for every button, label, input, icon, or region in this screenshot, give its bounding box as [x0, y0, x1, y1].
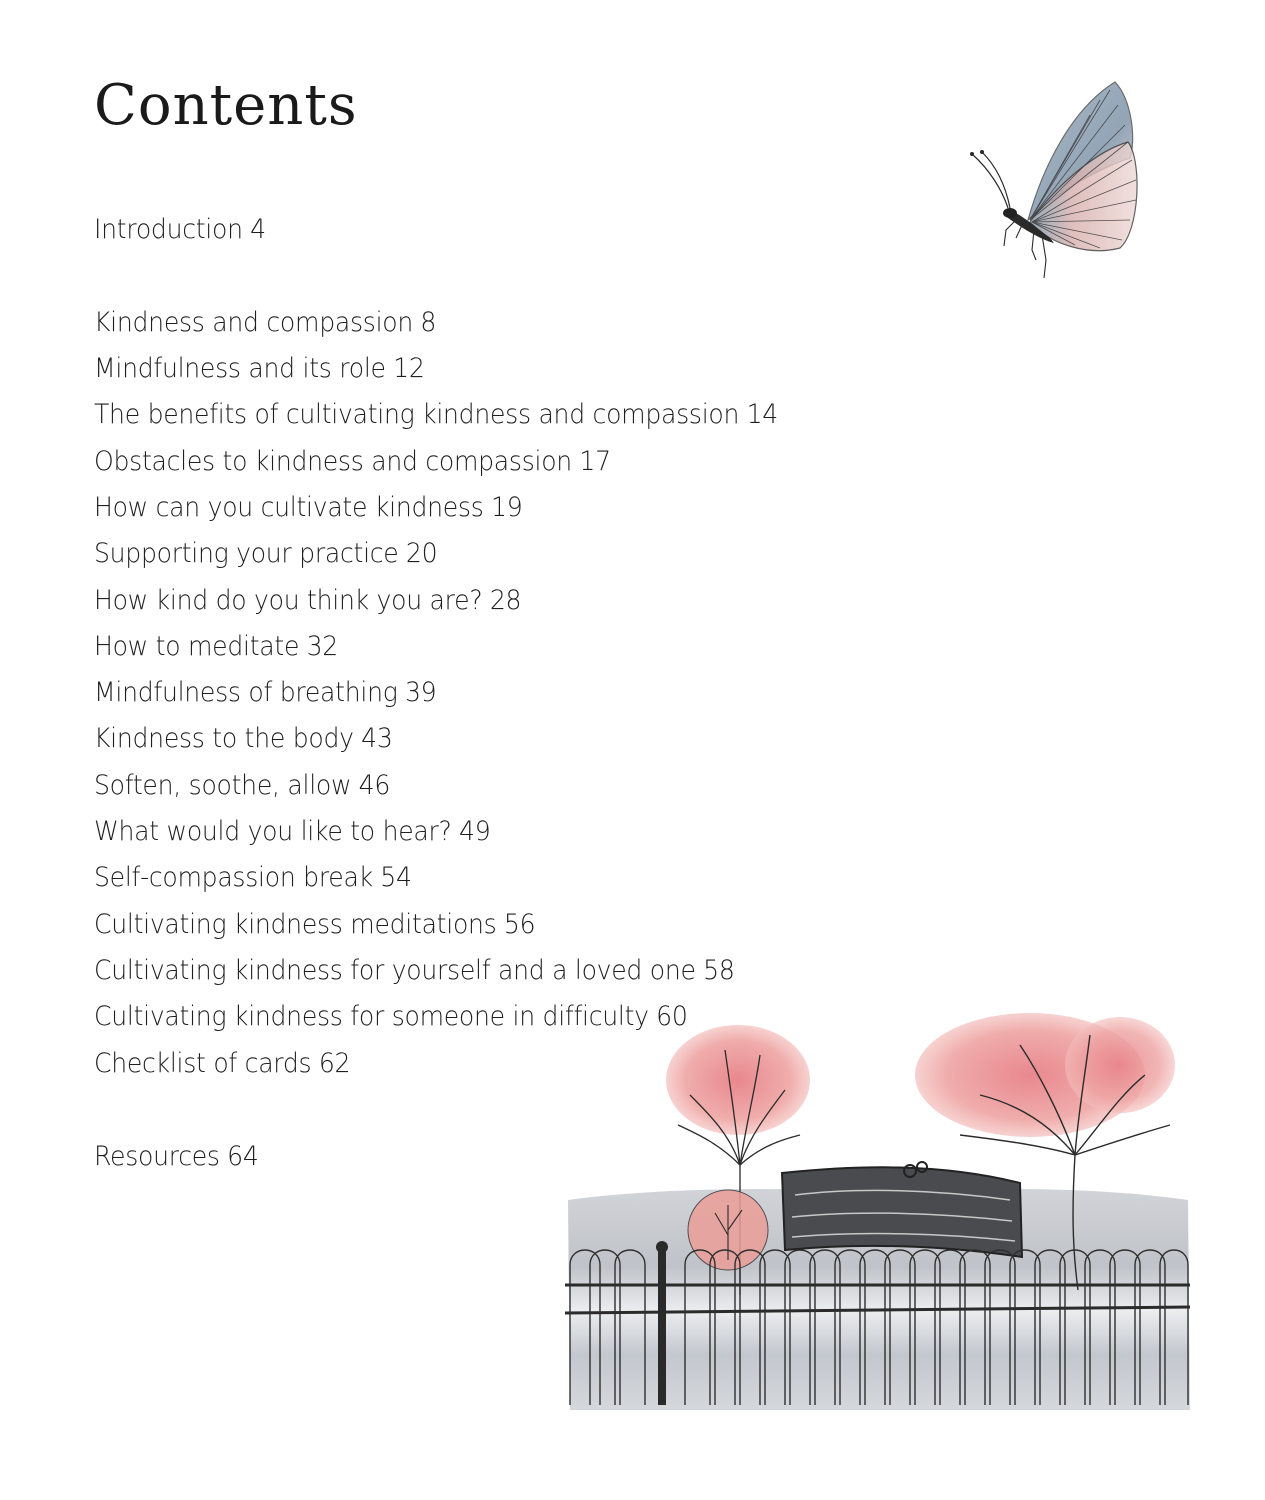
toc-entry[interactable]: [94, 864, 412, 891]
toc-entry-label: Cultivating kindness meditations: [94, 909, 497, 940]
toc-entry-label: Kindness and compassion: [94, 307, 413, 338]
toc-entry-label: Resources: [94, 1141, 220, 1172]
toc-entry-label: Obstacles to kindness and compassion: [94, 446, 572, 477]
toc-entry-label: Introduction: [94, 214, 243, 245]
toc-entry-label: The benefits of cultivating kindness and compassion: [94, 399, 740, 430]
toc-entry-resources[interactable]: [94, 1143, 259, 1170]
toc-entry[interactable]: [94, 401, 778, 428]
toc-entry-label: Self-compassion break: [94, 862, 373, 893]
toc-entry-label: Cultivating kindness for someone in difficulty: [94, 1001, 649, 1032]
butterfly-illustration-icon: [950, 80, 1140, 285]
toc-entry-page: 62: [318, 1048, 351, 1079]
toc-entry-label: Supporting your practice: [94, 538, 399, 569]
toc-entry-label: Checklist of cards: [94, 1048, 312, 1079]
toc-entry[interactable]: [94, 540, 437, 567]
toc-entry-label: How kind do you think you are?: [94, 585, 483, 616]
toc-entry-page: 56: [503, 909, 536, 940]
toc-entry[interactable]: [94, 309, 436, 336]
toc-entry-page: 58: [703, 955, 735, 986]
toc-entry-page: 60: [656, 1001, 688, 1032]
park-bench-illustration-icon: [560, 995, 1200, 1415]
toc-entry[interactable]: [94, 448, 611, 475]
toc-entry-label: What would you like to hear?: [94, 816, 452, 847]
toc-entry[interactable]: [94, 355, 425, 382]
toc-entry-page: 54: [380, 862, 412, 893]
toc-entry-page: 12: [393, 353, 425, 384]
toc-entry[interactable]: [94, 725, 393, 752]
toc-entry-page: 39: [404, 677, 437, 708]
toc-entry-page: 14: [746, 399, 778, 430]
toc-entry[interactable]: [94, 818, 490, 845]
toc-entry-page: 28: [489, 585, 522, 616]
toc-entry-label: How can you cultivate kindness: [94, 492, 484, 523]
toc-entry-introduction[interactable]: [94, 216, 266, 243]
toc-entry-label: Kindness to the body: [94, 723, 354, 754]
toc-entry[interactable]: [94, 911, 535, 938]
toc-entry-label: Soften, soothe, allow: [94, 770, 352, 801]
toc-entry-page: 8: [420, 307, 437, 338]
toc-entry[interactable]: [94, 633, 338, 660]
toc-entry-page: 19: [490, 492, 523, 523]
toc-entry-page: 32: [306, 631, 338, 662]
toc-entry-label: Mindfulness and its role: [94, 353, 386, 384]
toc-entry[interactable]: [94, 679, 436, 706]
toc-entry[interactable]: [94, 957, 735, 984]
toc-entry[interactable]: [94, 494, 522, 521]
toc-entry-page: 46: [358, 770, 391, 801]
toc-entry-page: 49: [459, 816, 491, 847]
toc-entry[interactable]: [94, 1050, 350, 1077]
toc-entry-page: 64: [227, 1141, 259, 1172]
toc-entry[interactable]: [94, 587, 521, 614]
toc-entry-label: Mindfulness of breathing: [94, 677, 398, 708]
toc-entry[interactable]: [94, 772, 390, 799]
toc-entry-page: 17: [579, 446, 611, 477]
toc-entry-page: 20: [405, 538, 438, 569]
toc-entry-page: 4: [250, 214, 266, 245]
toc-entry-label: Cultivating kindness for yourself and a loved one: [94, 955, 696, 986]
page-title: Contents: [94, 73, 358, 138]
toc-entry-label: How to meditate: [94, 631, 300, 662]
toc-entry-page: 43: [361, 723, 393, 754]
